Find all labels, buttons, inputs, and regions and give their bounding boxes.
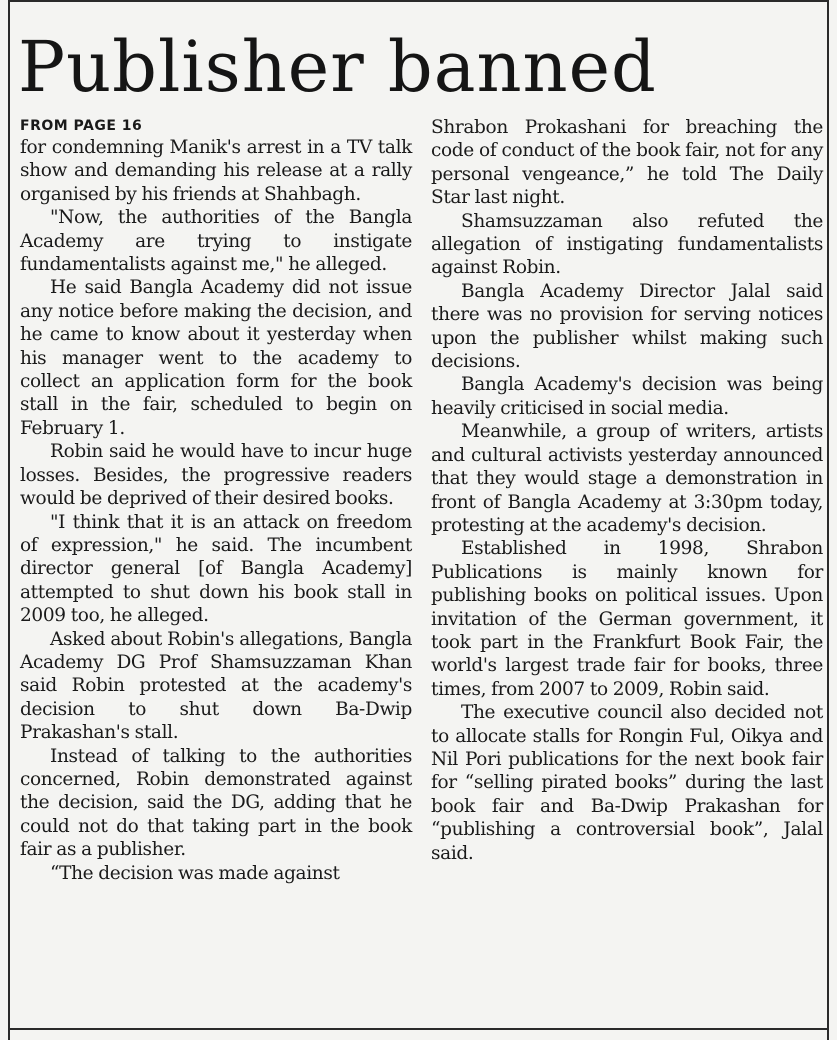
paragraph: “The decision was made against [50,862,340,884]
right-border [827,0,829,1040]
paragraph: Meanwhile, a group of writers, artists and cultural activists yesterday announced that they would stage a demonstration in front of Bangla Academy at 3:30pm today, protesting at the academy's decision. [431,421,823,536]
paragraph: Shamsuzzaman also refuted the allegation of instigating fundamentalists against Robin. [431,210,823,279]
paragraph: "Now, the authorities of the Bangla Academy are trying to instigate fundamentalists against me," he alleged. [20,207,412,276]
right-column [431,116,823,865]
left-border [8,0,10,1040]
paragraph: Shrabon Prokashani for breaching the code of conduct of the book fair, not for any personal vengeance,” he told The Daily Star last night. [431,117,823,209]
paragraph: Bangla Academy Director Jalal said there was no provision for serving notices upon the publisher whilst making such decisions. [431,280,823,373]
left-column [20,116,412,885]
top-border [8,0,829,2]
paragraph: "I think that it is an attack on freedom of expression," he said. The incumbent director general [of Bangla Academy] attempted to shut down his book stall in 2009 too, he alleged. [20,511,412,627]
bottom-border [8,1028,829,1030]
from-page-label: FROM PAGE 16 [20,118,143,134]
paragraph: Robin said he would have to incur huge losses. Besides, the progressive readers would be deprived of their desired books. [20,441,412,510]
paragraph: He said Bangla Academy did not issue any notice before making the decision, and he came to know about it yesterday when his manager went to the academy to collect an application form for the book stall in the fair, scheduled to begin on February 1. [20,277,412,439]
paragraph: Established in 1998, Shrabon Publications is mainly known for publishing books on political issues. Upon invitation of the German government, it took part in the Frankfurt Book Fair, the world's largest trade fair for books, three times, from 2007 to 2009, Robin said. [431,538,823,700]
paragraph: Instead of talking to the authorities concerned, Robin demonstrated against the decision, said the DG, adding that he could not do that taking part in the book fair as a publisher. [20,745,412,861]
paragraph: Asked about Robin's allegations, Bangla Academy DG Prof Shamsuzzaman Khan said Robin protested at the academy's decision to shut down Ba-Dwip Prakashan's stall. [20,628,412,744]
paragraph: The executive council also decided not to allocate stalls for Rongin Ful, Oikya and Nil Pori publications for the next book fair for “selling pirated books” during the last book fair and Ba-Dwip Prakashan for “publishing a controversial book”, Jalal said. [431,702,823,864]
headline: Publisher banned [18,26,657,108]
paragraph: Bangla Academy's decision was being heavily criticised in social media. [431,374,823,419]
paragraph: for condemning Manik's arrest in a TV talk show and demanding his release at a rally organised by his friends at Shahbagh. [20,137,412,205]
